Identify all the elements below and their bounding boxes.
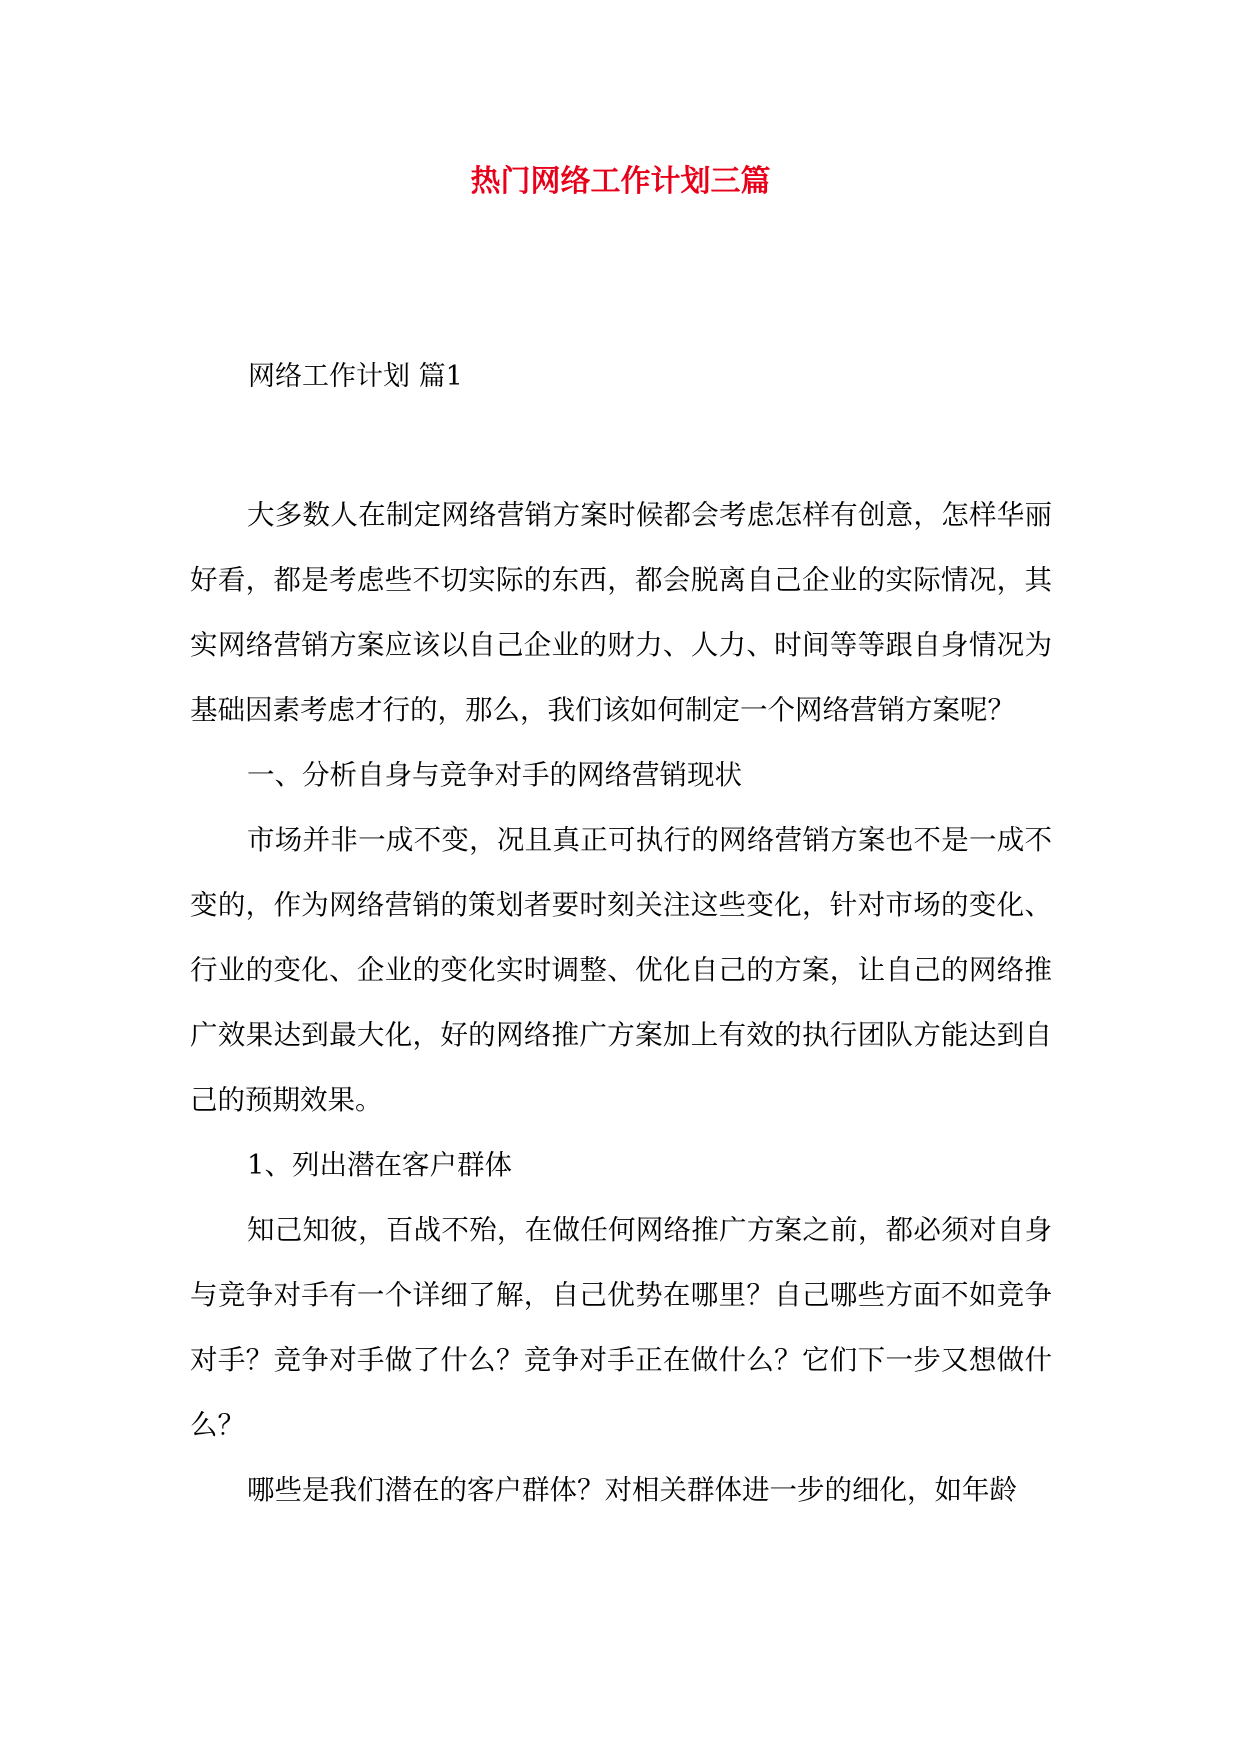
body-text — [190, 483, 1052, 1523]
paragraph-market: 市场并非一成不变，况且真正可执行的网络营销方案也不是一成不变的，作为网络营销的策划者要时刻关注这些变化，针对市场的变化、行业的变化、企业的变化实时调整、优化自己的方案，让自己的网络推广效果达到最大化，好的网络推广方案加上有效的执行团队方能达到自己的预期效果。 — [190, 824, 1052, 1116]
paragraph-subheading-1: 1、列出潜在客户群体 — [247, 1149, 512, 1181]
section-heading: 网络工作计划 篇1 — [248, 361, 463, 392]
paragraph-intro: 大多数人在制定网络营销方案时候都会考虑怎样有创意，怎样华丽好看，都是考虑些不切实际的东西，都会脱离自己企业的实际情况，其实网络营销方案应该以自己企业的财力、人力、时间等等跟自身情况为基础因素考虑才行的，那么，我们该如何制定一个网络营销方案呢？ — [190, 499, 1052, 726]
document-title: 热门网络工作计划三篇 — [470, 164, 771, 199]
paragraph-heading-1: 一、分析自身与竞争对手的网络营销现状 — [247, 759, 742, 791]
paragraph-know-yourself: 知己知彼，百战不殆，在做任何网络推广方案之前，都必须对自身与竞争对手有一个详细了解，自己优势在哪里？自己哪些方面不如竞争对手？竞争对手做了什么？竞争对手正在做什么？它们下一步又想做什么？ — [190, 1214, 1052, 1441]
paragraph-customer-groups: 哪些是我们潜在的客户群体？对相关群体进一步的细化，如年龄 — [247, 1474, 1017, 1506]
